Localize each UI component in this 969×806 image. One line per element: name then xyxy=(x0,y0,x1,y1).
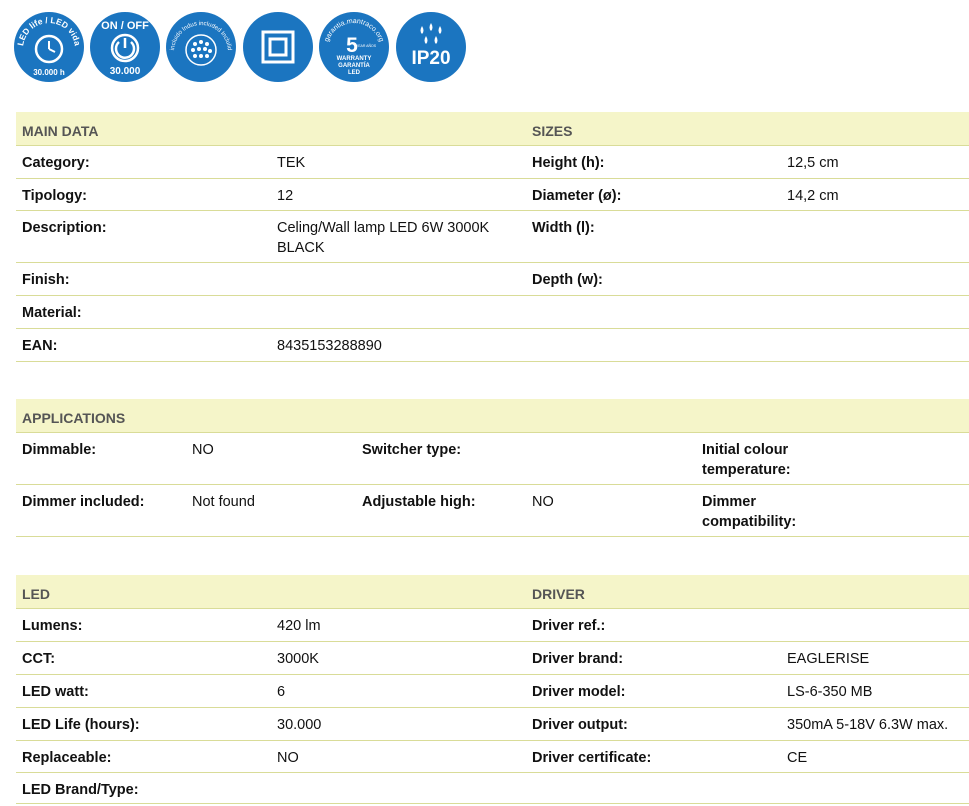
row-label: Switcher type: xyxy=(362,442,462,458)
row-label: LED Brand/Type: xyxy=(22,782,139,798)
row-label: Initial colour xyxy=(702,442,789,458)
row-value: 8435153288890 xyxy=(277,338,382,354)
row-value: 12 xyxy=(277,188,294,204)
main-data-header xyxy=(16,112,969,146)
water-drops-icon xyxy=(396,12,466,82)
table-row xyxy=(16,263,969,296)
row-label: Description: xyxy=(22,220,107,236)
table-row xyxy=(16,211,969,263)
table-row xyxy=(16,485,969,537)
row-value: 14,2 cm xyxy=(787,188,839,204)
table-row xyxy=(16,179,969,211)
warranty-badge xyxy=(319,12,389,82)
row-label: CCT: xyxy=(22,651,56,667)
svg-text:incluido Indus included Inclul xyxy=(170,21,232,51)
row-label: Adjustable high: xyxy=(362,494,476,510)
table-row xyxy=(16,329,969,362)
main-data-title: MAIN DATA xyxy=(22,123,99,139)
clock-icon xyxy=(14,12,84,82)
row-label: Replaceable: xyxy=(22,750,112,766)
warranty-years-label: YEAR AÑOS xyxy=(355,44,377,48)
row-value: 350mA 5-18V 6.3W max. xyxy=(787,717,949,733)
row-label-line2: compatibility: xyxy=(702,514,797,530)
row-value: 6 xyxy=(277,684,286,700)
row-value: 12,5 cm xyxy=(787,155,839,171)
row-value: TEK xyxy=(277,155,306,171)
on-off-cycles: 30.000 xyxy=(109,66,141,77)
table-row xyxy=(16,708,969,741)
row-label: Dimmer xyxy=(702,494,756,510)
row-label-line2: temperature: xyxy=(702,462,791,478)
row-value: EAGLERISE xyxy=(787,651,870,667)
row-value: NO xyxy=(192,442,214,458)
warranty-line1: WARRANTY xyxy=(336,56,372,62)
row-label: Driver brand: xyxy=(532,651,624,667)
warranty-line3: LED xyxy=(348,70,360,76)
driver-title: DRIVER xyxy=(532,586,585,602)
row-label: LED watt: xyxy=(22,684,89,700)
led-included-arc-text: incluido Indus included Inclulid xyxy=(170,20,232,51)
led-driver-table xyxy=(16,575,969,806)
table-row xyxy=(16,296,969,329)
row-value: 420 lm xyxy=(277,618,321,634)
led-included-badge xyxy=(166,12,236,82)
row-value: Celing/Wall lamp LED 6W 3000K xyxy=(277,220,490,236)
ip-rating-text: IP20 xyxy=(411,48,451,69)
led-life-hours: 30.000 h xyxy=(33,68,65,77)
on-off-badge xyxy=(90,12,160,82)
row-label: Dimmer included: xyxy=(22,494,145,510)
sizes-title: SIZES xyxy=(532,123,573,139)
table-row xyxy=(16,433,969,485)
row-label: Material: xyxy=(22,305,82,321)
applications-header xyxy=(16,399,969,433)
row-value-line2: BLACK xyxy=(277,240,325,256)
row-label: Height (h): xyxy=(532,155,605,171)
row-label: Finish: xyxy=(22,272,70,288)
class-ii-badge xyxy=(243,12,313,82)
led-title: LED xyxy=(22,586,50,602)
led-array-icon xyxy=(166,12,236,82)
row-value: LS-6-350 MB xyxy=(787,684,873,700)
row-label: EAN: xyxy=(22,338,58,354)
row-value: 30.000 xyxy=(277,717,322,733)
row-value: CE xyxy=(787,750,808,766)
main-data-table xyxy=(16,112,969,362)
table-row xyxy=(16,146,969,179)
warranty-url: garantia.mantraco.org xyxy=(323,17,385,43)
row-label: Tipology: xyxy=(22,188,87,204)
table-row xyxy=(16,675,969,708)
row-label: Driver certificate: xyxy=(532,750,652,766)
row-label: Dimmable: xyxy=(22,442,97,458)
row-label: Diameter (ø): xyxy=(532,188,622,204)
ip20-badge xyxy=(396,12,466,82)
row-label: Category: xyxy=(22,155,90,171)
power-icon xyxy=(90,12,160,82)
row-label: Driver ref.: xyxy=(532,618,606,634)
row-label: Driver output: xyxy=(532,717,628,733)
row-label: LED Life (hours): xyxy=(22,717,140,733)
row-label: Width (l): xyxy=(532,220,595,236)
led-header xyxy=(16,575,969,609)
table-row xyxy=(16,741,969,773)
table-row xyxy=(16,773,969,804)
row-label: Depth (w): xyxy=(532,272,603,288)
warranty-years: 5 xyxy=(346,34,358,57)
applications-title: APPLICATIONS xyxy=(22,410,126,426)
double-square-icon xyxy=(243,12,313,82)
warranty-line2: GARANTÍA xyxy=(338,63,370,69)
row-label: Driver model: xyxy=(532,684,626,700)
led-life-arc-text: LED life / LED vida xyxy=(15,14,83,47)
applications-table xyxy=(16,399,969,539)
row-value: 3000K xyxy=(277,651,319,667)
row-value: NO xyxy=(277,750,299,766)
table-row xyxy=(16,642,969,675)
row-label: Lumens: xyxy=(22,618,83,634)
table-row xyxy=(16,609,969,642)
on-off-text: ON / OFF xyxy=(101,20,149,32)
row-value: Not found xyxy=(192,494,255,510)
led-life-badge xyxy=(14,12,84,82)
warranty-icon xyxy=(319,12,389,82)
row-value: NO xyxy=(532,494,554,510)
